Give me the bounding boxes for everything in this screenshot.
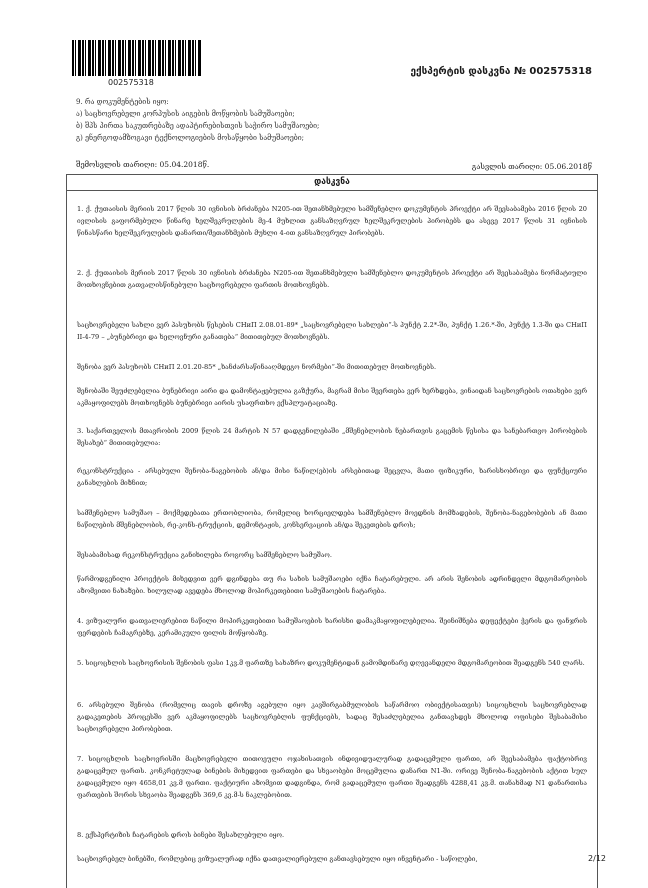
paragraph: 1. ქ. ქუთაისის მერიის 2017 წლის 30 ივნისის ბრძანება N205-ით შეთანხმებული სამშენებლო დოკუმენტის პროექტი არ შეესაბამება 2016 წლის 20 ივლისის გაფორმებული წინარე ხელშეკრულების მე-4 მუხლით განსაზღვრულ ხელშეკრულების პირობებს და ასევე 2017 წლის 31 ივნისის წინასწარი ხელშეკრულების დანართი/შეთანხმების მუხლი 4-ით განსაზღვრულ პირობებს. [77,205,587,237]
paragraph: 3. საქართველოს მთავრობის 2009 წლის 24 მარტის N 57 დადგენილებაში „მშენებლობის ნებართვის გაცემის წესისა და სანებართვო პირობების შესახებ“ მითითებულია: [77,427,587,447]
header-line: გ) ენერგოდამზოგავი ტექნოლოგიების მოსაწყობი სამუშაოები; [76,134,305,142]
paragraph: 8. ექსპერტიზის ჩატარების დროს ბინები შესახლებული იყო. [77,831,285,839]
paragraph: საცხოვრებელი სახლი ვერ პასუხობს წესების СНиП 2.08.01-89* „საცხოვრებელი სახლები“-ს პუნქტ 2.2*-ში, პუნქტ 1.26.*-ში, პუნქტ 1.3-ში და СНиП II-4-79 – „ბუნებრივი და ხელოვნური განათება“ მითითებულ მოთხოვნებს. [77,321,587,341]
date-issued: გასვლის თარიღი: 05.06.2018წ [471,162,592,171]
paragraph: 6. არსებული შენობა (რომელიც თავის დროზე აგებული იყო კავშირგაბმულობის საწარმოო ობიექტისათვის) სიცოცხლის საცხოვრებლად გადაკეთების პროცესში ვერ აკმაყოფილებს საცხოვრებლის ფუნქციებს, სადაც შესაძლებელია განთავსდეს მხოლოდ ოფისები შესაბამისი საცხოვრებელი პირობებით. [77,701,587,733]
paragraph: შესაბამისად რეკონსტრუქცია განიხილება როგორც სამშენებლო სამუშაო. [77,551,332,559]
paragraph: 2. ქ. ქუთაისის მერიის 2017 წლის 30 ივნისის ბრძანება N205-ით შეთანხმებული სამშენებლო დოკუმენტის პროექტი არ შეესაბამება ნორმატიული მოთხოვნებით გათვალისწინებული საცხოვრებელი ფართის მოთხოვნებს. [77,269,587,289]
paragraph: 5. სიცოცხლის საცხოვრისის შენობის ფასი 1კვ.მ ფართზე სახაზრო დოკუმენტიდან გამომდინარე დღევანდელი მდგომარეობით შეადგენს 540 ლარს. [77,659,585,667]
barcode-number: 002575318 [108,78,154,87]
header-list [76,96,476,144]
document-title: ექსპერტის დასკვნა № 002575318 [410,66,592,77]
paragraph: 7. სიცოცხლის საცხოვრისში მაცხოვრებელი თითოეული ოჯახისათვის ინდივიდუალურად გადაცემული ფართი, არ შეესაბამება ფაქტობრივ გადაცემულ ფართს. კონკრეტულად ბინების მიხედვით ფართები და სხვაობები მოცემულია დანართ N1-ში. ორივე შენობა-ნაგებობის აქტით სულ გადაცემული იყო 4658,01 კვ.მ ფართი. ფაქტიური აზომვით დადგინდა, რომ გადაცემული ფართი შეადგენს 4288,41 კვ.მ. თანახმად N1 დანართისა ფართების შორის სხვაობა შეადგენს 369,6 კვ.მ-ს ნაკლებობით. [77,755,587,799]
header-line: 9. რა დოკუმენტების იყო: [76,98,169,106]
paragraph: შენობა ვერ პასუხობს СНиП 2.01.20-85* „ხანძარსაწინააღმდეგო ნორმები“-ში მითითებულ მოთხოვნებს. [77,363,437,371]
conclusion-box [66,174,598,888]
header-line: ა) საცხოვრებელი კორპუსის აიგების მოწყობის სამუშაოები; [76,110,295,118]
paragraph: წარმოდგენილი პროექტის მიხედვით ვერ დგინდება თუ რა სახის სამუშაოები იქნა ჩატარებული. არ არის შენობის ადრინდელი მდგომარეობის აზომვითი ნახაზები. ხილულად ავედება მხოლოდ მოპირკეთებითი სამუშაოების ჩატარება. [77,575,587,595]
paragraph: შენობაში შეუძლებელია ბუნებრივი აირი და დამონტაჟებულია გაზქურა, მაგრამ მისი შეერთება ვერ ხერხდება, ვინაიდან საცხოვრების ოთახები ვერ აკმაყოფილებს მოთხოვნებს ბუნებრივი აირის უსაფრთხო ექსპლუატაციაზე. [77,387,587,407]
section-title: დასკვნა [314,177,350,187]
header-line: ბ) შპს პირთა საკუთრებაზე ადაპტირებისთვის საჭირო სამუშაოები; [76,122,320,130]
paragraph: სამშენებლო სამუშაო – მოქმედებათა ერთობლიობა, რომელიც ხორციელდება სამშენებლო მოედნის მომზადების, შენობა-ნაგებობების ან მათი ნაწილების მშენებლობის, რე-კონს-ტრუქციის, დემონტაჟის, კონსერვაციის ან/და შეკეთების დროს; [77,509,587,529]
barcode [72,40,202,76]
title-divider [67,190,597,191]
date-received: შემოსვლის თარიღი: 05.04.2018წ. [76,160,210,169]
page-number: 2/12 [588,854,606,863]
paragraph: 4. ვიზუალური დათვალიერებით ნაწილი მოპირკეთებითი სამუშაოების ხარისხი დამაკმაყოფილებელია. შეინიშნება დეფექტები ჭერის და ფანჯრის ფერდების ჩამაგრებზე, კერამიკული ფილის მოწყობაზე. [77,617,587,637]
paragraph: რეკონსტრუქცია - არსებული შენობა-ნაგებობის ან/და მისი ნაწილ(ებ)ის არსებითად შეცვლა, მათი ფიზიკური, ხარისხობრივი და ფუნქციური განახლების მიზნით; [77,467,587,487]
paragraph: საცხოვრებელ ბინებში, რომლებიც ვიზუალურად იქნა დათვალიერებული განთავსებული იყო ინვენტარი - საწოლები, [77,855,478,863]
